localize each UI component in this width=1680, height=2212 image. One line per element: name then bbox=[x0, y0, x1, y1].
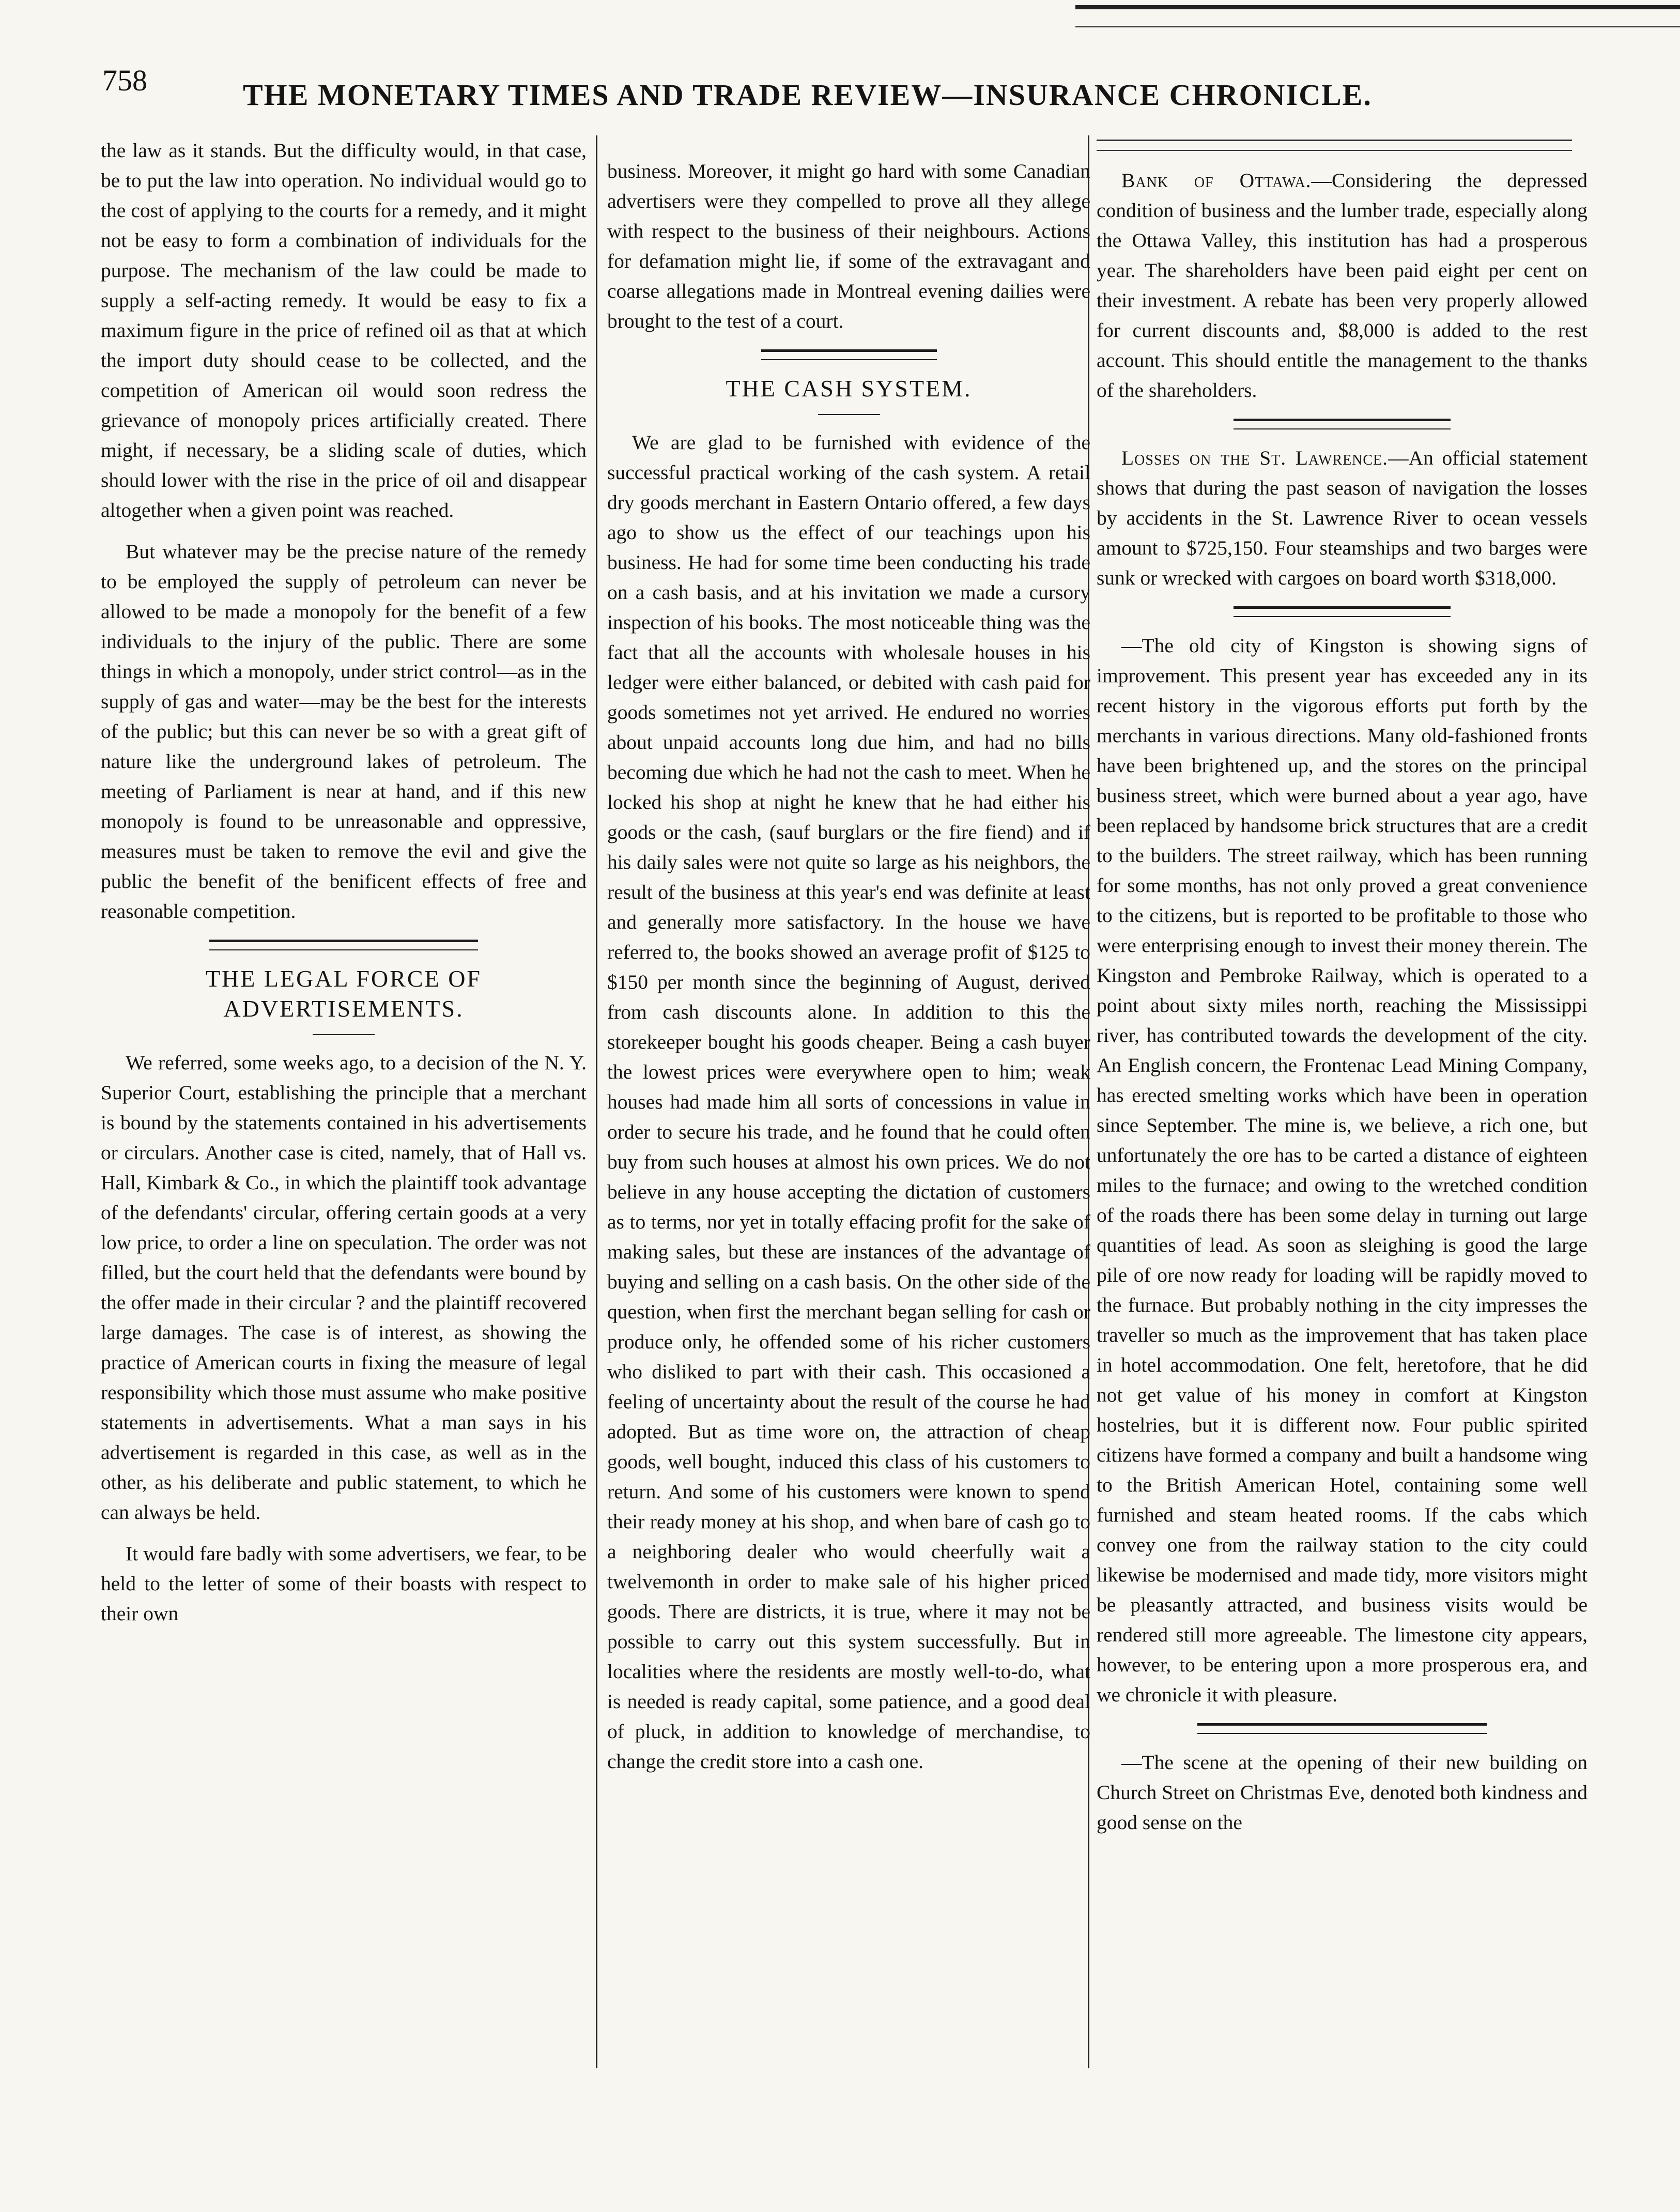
column1-paragraph-1: the law as it stands. But the difficulty would, in that case, be to put the law into operation. No individual would go to the cost of applying to the courts for a remedy, and it might not be easy to form a combination of individuals for the purpose. The mechanism of the law could be made to supply a self-acting remedy. It would be easy to fix a maximum figure in the price of refined oil as that at which the import duty should cease to be collected, and the competition of American oil would soon redress the grievance of monopoly prices artificially created. There might, if necessary, be a sliding scale of duties, which should lower with the rise in the price of oil and disappear altogether when a given point was reached. bbox=[101, 139, 587, 521]
column-1 bbox=[101, 135, 587, 2109]
column1-paragraph-2: But whatever may be the precise nature of the remedy to be employed the supply of petroleum can never be allowed to be made a monopoly for the benefit of a few individuals to the injury of the public. There are some things in which a monopoly, under strict control—as in the supply of gas and water—may be the best for the interests of the public; but this can never be so with a great gift of nature like the underground lakes of petroleum. The meeting of Parliament is near at hand, and if this new monopoly is found to be unreasonable and oppressive, measures must be taken to remove the evil and give the public the benefit of the benificent effects of free and reasonable competition. bbox=[101, 540, 587, 923]
section-divider bbox=[1234, 419, 1451, 429]
bank-of-ottawa-text: —Considering the depressed condition of business and the lumber trade, especially along the Ottawa Valley, this institution has had a prosperous year. The shareholders have been paid eight per cent on their investment. A rebate has been very properly allowed for current discounts and, $8,000 is added to the rest account. This should entitle the management to the thanks of the shareholders. bbox=[1097, 169, 1587, 402]
top-rule bbox=[1075, 5, 1680, 9]
top-rule-thin bbox=[1075, 26, 1680, 27]
column-2 bbox=[607, 156, 1090, 2109]
column3-top-rule bbox=[1097, 140, 1572, 141]
section-divider bbox=[1197, 1723, 1487, 1734]
column3-paragraph-2 bbox=[1097, 443, 1587, 593]
column3-paragraph-4: —The scene at the opening of their new building on Church Street on Christmas Eve, denoted both kindness and good sense on the bbox=[1097, 1751, 1587, 1834]
column2-paragraph-1: business. Moreover, it might go hard with some Canadian advertisers were they compelled to prove all they allege with respect to the business of their neighbours. Actions for defamation might lie, if some of the extravagant and coarse allegations made in Montreal evening dailies were brought to the test of a court. bbox=[607, 160, 1090, 332]
column1-paragraph-3: We referred, some weeks ago, to a decision of the N. Y. Superior Court, establishing the principle that a merchant is bound by the statements contained in his advertisements or circulars. Another case is cited, namely, that of Hall vs. Hall, Kimbark & Co., in which the plaintiff took advantage of the defendants' circular, offering certain goods at a very low price, to order a line on speculation. The order was not filled, but the court held that the defendants were bound by the offer made in their circular ? and the plaintiff recovered large damages. The case is of interest, as showing the practice of American courts in fixing the measure of legal responsibility which those must assume who make positive statements in advertisements. What a man says in his advertisement is regarded in this case, as well as in the other, as his deliberate and public statement, to which he can always be held. bbox=[101, 1051, 587, 1524]
st-lawrence-text: —An official statement shows that during the past season of navigation the losses by accidents in the St. Lawrence River to ocean vessels amount to $725,150. Four steamships and two barges were sunk or wrecked with cargoes on board worth $318,000. bbox=[1097, 447, 1587, 589]
article-heading-cash-system: THE CASH SYSTEM. bbox=[726, 375, 972, 402]
running-head: THE MONETARY TIMES AND TRADE REVIEW—INSURANCE CHRONICLE. bbox=[243, 78, 1372, 112]
column-3 bbox=[1097, 165, 1587, 2109]
section-divider bbox=[761, 349, 937, 360]
column-rule-1 bbox=[596, 135, 597, 2068]
st-lawrence-lead: Losses on the St. Lawrence. bbox=[1121, 447, 1389, 469]
column3-paragraph-1 bbox=[1097, 165, 1587, 405]
column3-top-rule-thin bbox=[1097, 150, 1572, 151]
heading-rule bbox=[818, 414, 880, 415]
page-number: 758 bbox=[102, 64, 147, 97]
section-divider bbox=[1234, 606, 1451, 617]
column3-paragraph-3: —The old city of Kingston is showing signs of improvement. This present year has exceeded any in its recent history in the vigorous efforts put forth by the merchants in various directions. Many old-fashioned fronts have been brightened up, and the stores on the principal business street, which were burned about a year ago, have been replaced by handsome brick structures that are a credit to the builders. The street railway, which has been running for some months, has not only proved a great convenience to the citizens, but is reported to be profitable to those who were enterprising enough to invest their money therein. The Kingston and Pembroke Railway, which is operated to a point about sixty miles north, reaching the Mississippi river, has contributed towards the development of the city. An English concern, the Frontenac Lead Mining Company, has erected smelting works which have been in operation since September. The mine is, we believe, a rich one, but unfortunately the ore has to be carted a distance of eighteen miles to the furnace; and owing to the wretched condition of the roads there has been some delay in turning out large quantities of lead. As soon as sleighing is good the large pile of ore now ready for loading will be rapidly moved to the furnace. But probably nothing in the city impresses the traveller so much as the improvement that has taken place in hotel accommodation. One felt, heretofore, that he did not get value of his money in comfort at Kingston hostelries, but it is different now. Four public spirited citizens have formed a company and built a handsome wing to the British American Hotel, containing some well furnished and steam heated rooms. If the cabs which convey one from the railway station to the city could likewise be modernised and made tidy, more visitors might be pleasantly attracted, and business visits would be rendered still more agreeable. The limestone city appears, however, to be entering upon a more prosperous era, and we chronicle it with pleasure. bbox=[1097, 634, 1587, 1706]
heading-rule bbox=[313, 1034, 375, 1035]
bank-of-ottawa-lead: Bank of Ottawa. bbox=[1121, 169, 1312, 192]
article-heading-legal-force: THE LEGAL FORCE OF ADVERTISEMENTS. bbox=[205, 965, 482, 1022]
column2-paragraph-2: We are glad to be furnished with evidence of the successful practical working of the cash system. A retail dry goods merchant in Eastern Ontario offered, a few days ago to show us the effect of our teachings upon his business. He had for some time been conducting his trade on a cash basis, and at his invitation we made a cursory inspection of his books. The most noticeable thing was the fact that all the accounts with wholesale houses in his ledger were either balanced, or debited with cash paid for goods sometimes not yet arrived. He endured no worries about unpaid accounts long due him, and had no bills becoming due which he had not the cash to meet. When he locked his shop at night he knew that he had either his goods or the cash, (sauf burglars or the fire fiend) and if his daily sales were not quite so large as his neighbors, the result of the business at this year's end was definite at least and generally more satisfactory. In the house we have referred to, the books showed an average profit of $125 to $150 per month since the beginning of August, derived from cash discounts alone. In addition to this the storekeeper bought his goods cheaper. Being a cash buyer the lowest prices were everywhere open to him; weak houses had made him all sorts of concessions in value in order to secure his trade, and he found that he could often buy from such houses at almost his own prices. We do not believe in any house accepting the dictation of customers as to terms, nor yet in totally effacing profit for the sake of making sales, but these are instances of the advantage of buying and selling on a cash basis. On the other side of the question, when first the merchant began selling for cash or produce only, he offended some of his richer customers who disliked to part with their cash. This occasioned a feeling of uncertainty about the result of the course he had adopted. But as time wore on, the attraction of cheap goods, well bought, induced this class of his customers to return. And some of his customers were known to spend their ready money at his shop, and when bare of cash go to a neighboring dealer who would cheerfully wait a twelvemonth in order to make sale of his higher priced goods. There are districts, it is true, where it may not be possible to carry out this system successfully. But in localities where the residents are mostly well-to-do, what is needed is ready capital, some patience, and a good deal of pluck, in addition to knowledge of merchandise, to change the credit store into a cash one. bbox=[607, 431, 1090, 1773]
section-divider bbox=[209, 940, 478, 950]
column1-paragraph-4: It would fare badly with some advertisers, we fear, to be held to the letter of some of their boasts with respect to their own bbox=[101, 1542, 587, 1625]
